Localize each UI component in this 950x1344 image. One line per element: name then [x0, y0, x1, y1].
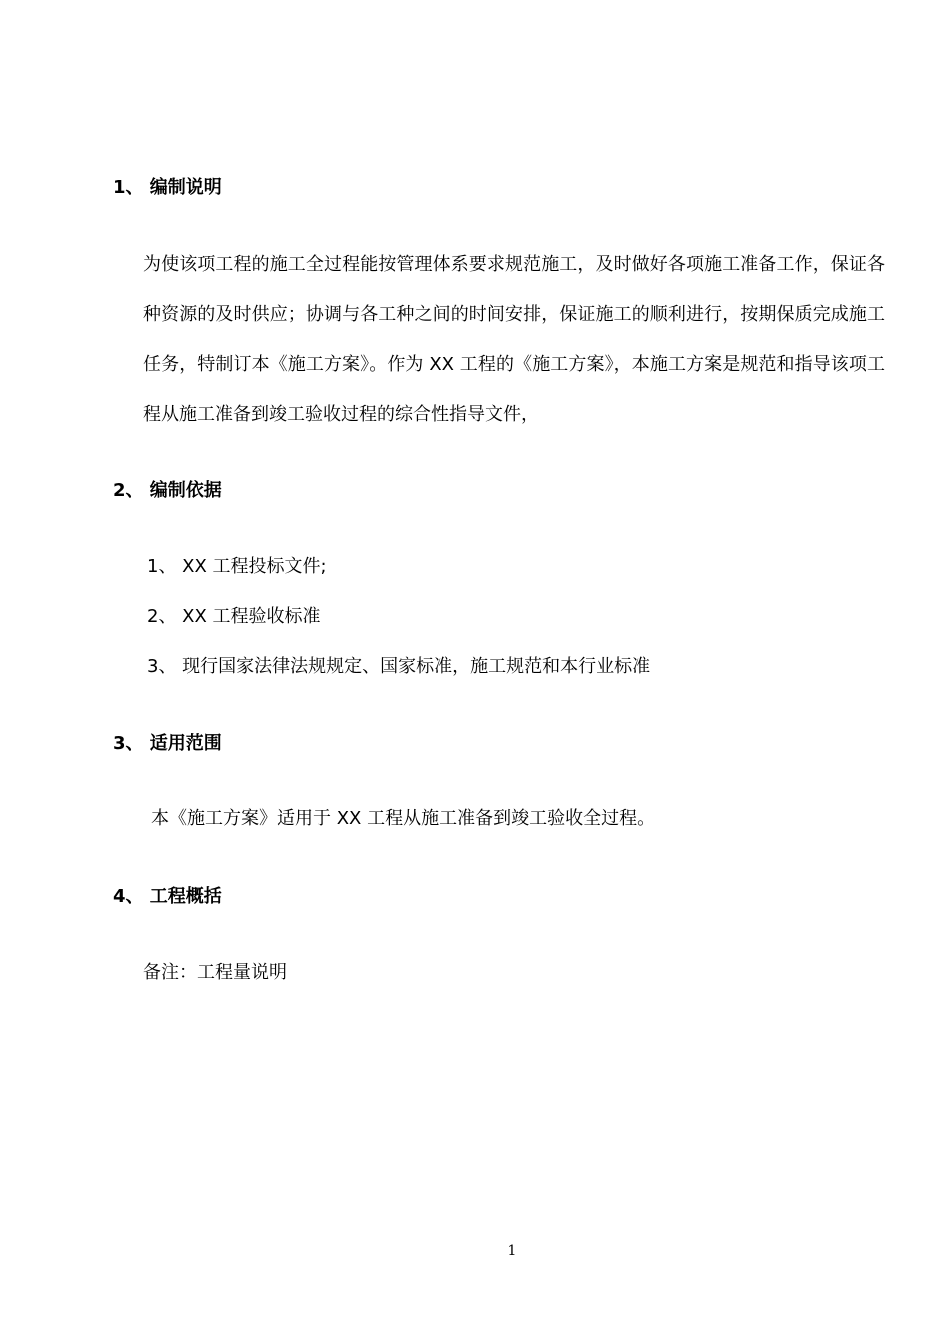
scope-text: 本《施工方案》适用于 XX 工程从施工准备到竣工验收全过程。	[151, 808, 656, 829]
basis-item-2: 2、 XX 工程验收标准	[147, 606, 321, 627]
section-heading-4: 4、 工程概括	[113, 886, 222, 907]
section-1-paragraph: 为使该项工程的施工全过程能按管理体系要求规范施工，及时做好各项施工准备工作，保证各种资源的及时供应；协调与各工种之间的时间安排，保证施工的顺利进行，按期保质完成施工任务，特制订本《施工方案》。作为 XX 工程的《施工方案》，本施工方案是规范和指导该项工程从施工准备到竣工验收过程的综合性指导文件，	[143, 254, 885, 425]
section-heading-3: 3、 适用范围	[113, 733, 222, 754]
page-number: 1	[507, 1243, 517, 1259]
section-heading-1: 1、 编制说明	[113, 177, 222, 198]
basis-item-3: 3、 现行国家法律法规规定、国家标准，施工规范和本行业标准	[147, 656, 651, 677]
overview-note: 备注：工程量说明	[143, 962, 287, 983]
section-heading-2: 2、 编制依据	[113, 480, 222, 501]
basis-item-1: 1、 XX 工程投标文件;	[147, 556, 327, 577]
